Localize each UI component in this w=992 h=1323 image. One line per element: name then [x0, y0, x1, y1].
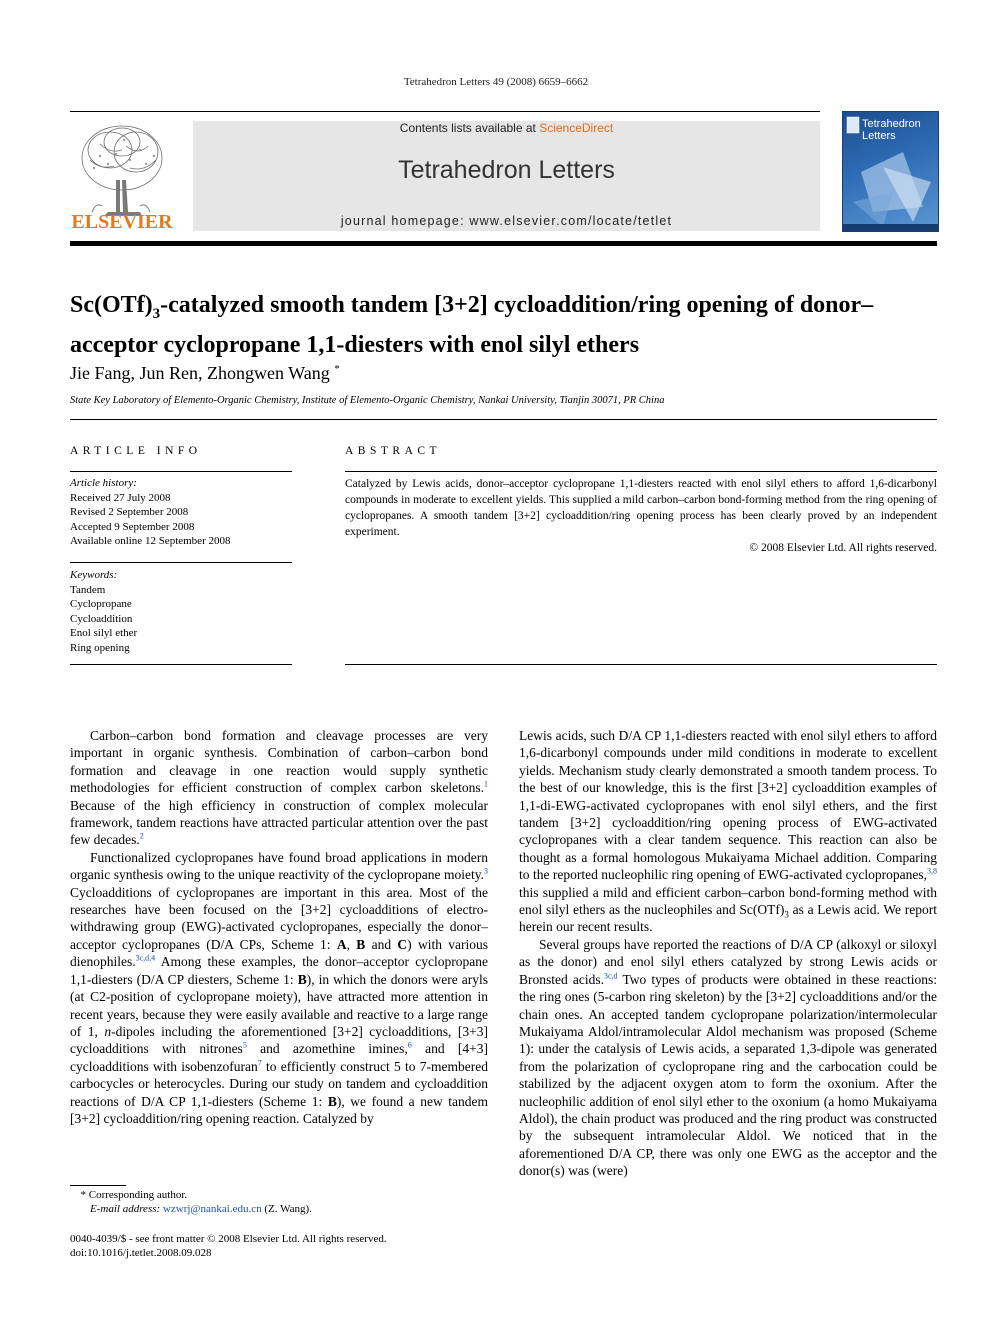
history-item: Available online 12 September 2008 [70, 535, 231, 547]
text: and [4+3] cycloadditions with isobenzofuran [70, 1041, 488, 1074]
text: to efficiently construct 5 to 7-membered carbocycles or heterocycles. During our study on tandem and cycloaddition reactions of D/A CP 1,1-diesters (Scheme 1: [70, 1058, 488, 1109]
text: ), we found a new tandem [3+2] cycloaddition/ring opening reaction. Catalyzed by [70, 1093, 488, 1126]
abstract-text: Catalyzed by Lewis acids, donor–acceptor cyclopropane 1,1-diesters reacted with enol silyl ethers to afford 1,6-dicarbonyl compounds in moderate to excellent yields. This supplied a mild carbon–carbon bond-forming method from the ring opening of cyclopropanes. A smooth tandem [3+2] cycloaddition/ring opening process has been clearly proved by an independent experiment. [345, 478, 937, 538]
abstract-copyright: © 2008 Elsevier Ltd. All rights reserved. [749, 542, 937, 554]
paragraph [519, 936, 937, 1180]
text: and [365, 936, 398, 952]
article-history [70, 476, 292, 549]
footnote-email [70, 1202, 312, 1216]
body-column-right [519, 727, 937, 1180]
footnote [70, 1188, 312, 1216]
journal-homepage[interactable]: journal homepage: www.elsevier.com/locate/tetlet [340, 214, 673, 228]
citation[interactable]: 3 [484, 866, 488, 876]
history-item: Revised 2 September 2008 [70, 506, 189, 518]
doi-line[interactable]: doi:10.1016/j.tetlet.2008.09.028 [70, 1247, 212, 1259]
paragraph [70, 727, 488, 849]
page-footer [70, 1232, 387, 1260]
sciencedirect-link[interactable]: ScienceDirect [539, 121, 614, 135]
text: as a Lewis acid. We report herein our recent results. [519, 902, 937, 935]
citation[interactable]: 6 [407, 1040, 412, 1050]
abstract-rule [345, 471, 937, 472]
paragraph [70, 849, 488, 1128]
abstract-body [345, 476, 937, 556]
text: Two types of products were obtained in these reactions: the ring ones (5-carbon ring skeleton) by the [3+2] cycloadditions and/or the chain ones. An accepted tandem cyclopropane polarization/intermolecular Mukaiyama Aldol/intramolecular Aldol mechanism was proposed (Scheme 1): under the catalysis of Lewis acids, a separated 1,3-dipole was generated from the polarization of cyclopropane ring and the carbocation could be stabilized by the adjacent oxygen atom to form the oxonium. After the nucleophilic addition of enol silyl ether to the oxonium (a homo Mukaiyama Aldol), the chain product was produced and the ring product was constructed by the subsequent intramolecular Aldol. We noticed that in the aforementioned D/A CP, there was only one EWG as the acceptor and the donor(s) was (were) [519, 971, 937, 1179]
keyword-item: Ring opening [70, 641, 130, 654]
citation[interactable]: 7 [257, 1058, 262, 1068]
body-column-left [70, 727, 488, 1127]
citation[interactable]: 1 [484, 779, 488, 789]
email-link[interactable]: wzwrj@nankai.edu.cn [162, 1203, 262, 1215]
text: Several groups have reported the reactions of D/A CP (alkoxyl or siloxyl as the donor) and enol silyl ethers catalyzed by strong Lewis acids or Bronsted acids. [519, 936, 937, 987]
abstract-rule [345, 664, 937, 665]
citation[interactable]: 2 [139, 831, 144, 841]
text: Carbon–carbon bond formation and cleavage processes are very important in organic synthesis. Combination of carbon–carbon bond formation and cleavage in one reaction would supply synthetic methodologies for efficient construction of complex carbon skeletons. [70, 728, 488, 796]
keywords-label: Keywords: [70, 569, 118, 581]
text: Because of the high efficiency in construction of complex molecular framework, tandem reactions have attracted particular attention over the past few decades. [70, 797, 488, 848]
footnote-mark: * [80, 1189, 86, 1201]
issn-line: 0040-4039/$ - see front matter © 2008 Elsevier Ltd. All rights reserved. [70, 1233, 387, 1245]
header-thick-rule [70, 241, 937, 246]
abstract-heading: ABSTRACT [345, 445, 442, 457]
citation[interactable]: 3c,d [604, 971, 618, 981]
affiliation: State Key Laboratory of Elemento-Organic Chemistry, Institute of Elemento-Organic Chemistry, Nankai University, Tianjin 30071, PR China [70, 395, 665, 406]
journal-title: Tetrahedron Letters [398, 156, 615, 184]
cover-title [862, 118, 937, 142]
contents-prefix: Contents lists available at [399, 121, 540, 135]
keyword-item: Cycloaddition [70, 612, 133, 625]
title-part-1: Sc(OTf) [70, 292, 153, 318]
text: ), in which the donors were aryls (at C2-position of cyclopropane moiety), have attracted more attention in recent years, because they were easily available and reactive to a large range of 1, [70, 971, 488, 1039]
text: and azomethine imines, [246, 1041, 408, 1057]
article-title [70, 290, 930, 361]
keyword-item: Cyclopropane [70, 598, 132, 610]
corresponding-mark[interactable]: * [334, 363, 340, 375]
citation[interactable]: 3,8 [927, 866, 937, 876]
author-list: Jie Fang, Jun Ren, Zhongwen Wang [70, 363, 330, 383]
email-label: E-mail address: [90, 1203, 161, 1215]
footnote-corresponding [70, 1188, 312, 1202]
keyword-item: Enol silyl ether [70, 627, 138, 639]
article-info-rule [70, 471, 292, 472]
elsevier-wordmark: ELSEVIER [71, 211, 173, 233]
text: (Z. Wang). [264, 1203, 312, 1215]
history-label: Article history: [70, 477, 137, 489]
title-subscript: 3 [152, 305, 161, 322]
divider-rule [70, 419, 937, 420]
text: -dipoles including the aforementioned [3+2] cycloadditions, [3+3] cycloadditions with nitrones [70, 1023, 488, 1057]
history-item: Received 27 July 2008 [70, 491, 171, 504]
text: this supplied a mild and efficient carbon–carbon bond-forming method with enol silyl ethers as the nucleophiles and Sc(OTf) [519, 884, 937, 918]
authors [70, 363, 340, 384]
citation[interactable]: 3c,d,4 [135, 953, 156, 963]
text: , [346, 936, 357, 952]
top-rule [70, 111, 820, 112]
citation[interactable]: 5 [242, 1040, 247, 1050]
history-item: Accepted 9 September 2008 [70, 520, 195, 533]
article-info-rule [70, 664, 292, 665]
title-part-2: -catalyzed smooth tandem [3+2] cycloaddition/ring opening of donor–acceptor cyclopropane 1,1-diesters with enol silyl ethers [70, 292, 874, 358]
article-info-heading: ARTICLE INFO [70, 445, 202, 457]
scheme-ref: B [297, 971, 307, 987]
footnote-rule [70, 1185, 126, 1186]
article-info-rule [70, 562, 292, 563]
keyword-item: Tandem [70, 583, 106, 596]
subscript: 3 [784, 909, 789, 920]
cover-title-line1: Tetrahedron [862, 118, 921, 130]
paragraph [519, 727, 937, 936]
scheme-ref: B [327, 1093, 337, 1109]
text: ) with various dienophiles. [70, 936, 488, 970]
text: Lewis acids, such D/A CP 1,1-diesters reacted with enol silyl ethers to afford 1,6-dicarbonyl compounds under mild conditions in moderate to excellent yields. Mechanism study clearly demonstrated a smooth tandem process. To the best of our knowledge, this is the first [3+2] cycloaddition examples of 1,1-di-EWG-activated cyclopropanes with enol silyl ethers, and the first tandem [3+2] cycloaddition/ring opening process of EWG-activated cyclopropanes with a clear tandem sequence. This reaction can also be thought as a formal homologous Mukaiyama Michael addition. Comparing to the reported nucleophilic ring opening of EWG-activated cyclopropanes, [519, 728, 937, 883]
contents-line [193, 121, 820, 135]
journal-reference: Tetrahedron Letters 49 (2008) 6659–6662 [403, 76, 589, 88]
text: n [104, 1023, 112, 1039]
text: Cycloadditions of cyclopropanes are important in this area. Most of the researches have been focused on the [3+2] cycloadditions of electro-withdrawing group (EWG)-activated cyclopropanes, especially the donor–acceptor cyclopropanes (D/A CPs, Scheme 1: [70, 884, 488, 952]
scheme-ref: A [336, 936, 347, 952]
scheme-ref: B [356, 936, 366, 952]
text: Functionalized cyclopropanes have found broad applications in modern organic synthesis owing to the unique reactivity of the cyclopropane moiety. [70, 849, 488, 883]
scheme-ref: C [397, 936, 408, 952]
text: Among these examples, the donor–acceptor cyclopropane 1,1-diesters (D/A CP diesters, Scheme 1: [70, 954, 488, 987]
keywords [70, 568, 292, 655]
text: Corresponding author. [88, 1189, 188, 1201]
cover-title-line2: Letters [862, 130, 896, 142]
